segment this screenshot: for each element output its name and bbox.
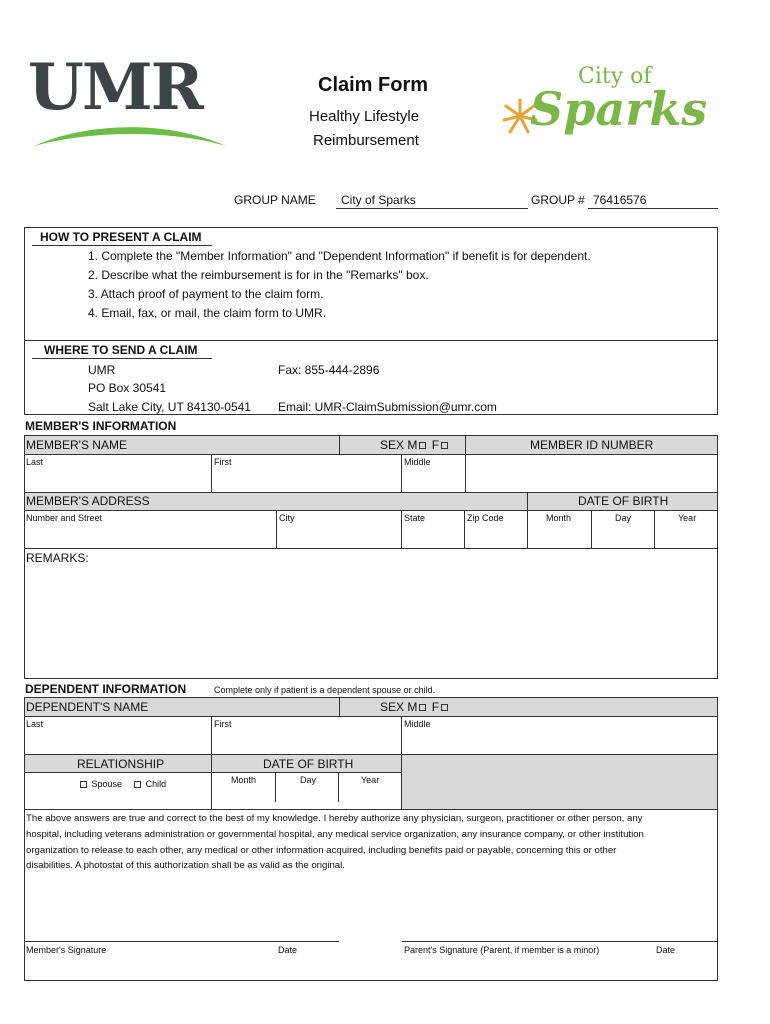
relationship-divider [211,754,212,809]
address-line-1: UMR [88,363,116,377]
page-subtitle-2: Reimbursement [313,132,419,149]
dependent-row3-line [24,809,718,810]
instructions-divider [24,340,718,341]
where-to-heading: WHERE TO SEND A CLAIM [44,343,198,357]
member-year-label: Year [678,513,697,523]
dependent-first-divider [211,716,212,754]
relationship-line [24,772,402,773]
dependent-dob-label: DATE OF BIRTH [263,757,354,771]
member-date-label[interactable]: Date [278,945,298,955]
member-day-divider [591,510,592,548]
member-first-divider [211,454,212,492]
member-sex-f: F [431,438,440,452]
member-id-divider [465,435,466,492]
member-info-heading: MEMBER'S INFORMATION [25,419,177,433]
authorization-line-3: organization to release to each other, any medical or other information acquired, including benefits paid or payable, concerning this or other [26,845,617,856]
member-middle-divider [401,454,402,492]
child-checkbox[interactable] [134,781,141,788]
address-line-3: Salt Lake City, UT 84130-0541 [88,400,251,414]
how-to-underline [32,245,212,246]
member-day-label: Day [615,513,632,523]
dependent-dob-right-divider [401,754,402,809]
dependent-year-divider [338,772,339,802]
dependent-year-label: Year [361,775,380,785]
email-address: Email: UMR-ClaimSubmission@umr.com [278,400,497,414]
authorization-line-2: hospital, including veterans administration or governmental hospital, any medical service organization, any insurance company, or other institution [26,829,644,840]
member-month-divider [527,510,528,548]
group-number-underline [588,208,718,209]
member-row1-line [24,454,718,455]
sparks-logo-top: City of [578,64,652,89]
parent-date-label[interactable]: Date [656,945,676,955]
member-sex-field[interactable] [380,438,450,452]
city-of-sparks-logo [500,62,708,148]
dependent-name-label: DEPENDENT'S NAME [26,700,149,714]
member-signature-line [24,941,339,942]
dependent-sex-m: M [407,700,418,714]
member-middle-label: Middle [404,457,431,467]
sparks-logo-main: Sparks [530,82,708,136]
member-dob-divider [527,492,528,510]
how-to-step-4: 4. Email, fax, or mail, the claim form to UMR. [88,306,327,320]
dependent-day-label: Day [300,775,317,785]
sex-m-checkbox[interactable] [419,442,426,449]
remarks-label: REMARKS: [26,551,89,565]
dependent-info-note: Complete only if patient is a dependent spouse or child. [214,685,436,695]
fax-number: Fax: 855-444-2896 [278,363,380,377]
relationship-label: RELATIONSHIP [77,757,165,771]
dependent-last-label: Last [26,719,44,729]
member-zip-label: Zip Code [467,513,504,523]
member-street-label: Number and Street [26,513,103,523]
dep-sex-f-checkbox[interactable] [441,704,448,711]
group-name-value[interactable]: City of Sparks [341,193,416,207]
how-to-step-3: 3. Attach proof of payment to the claim form. [88,287,324,301]
member-state-label: State [404,513,426,523]
member-first-label: First [214,457,232,467]
member-year-divider [654,510,655,548]
group-number-value[interactable]: 76416576 [593,193,647,207]
page-subtitle-1: Healthy Lifestyle [309,108,420,125]
group-number-label: GROUP # [531,193,585,207]
child-label: Child [145,779,167,789]
remarks-field[interactable] [25,566,717,678]
member-last-label: Last [26,457,44,467]
parent-signature-line [402,941,718,942]
dependent-middle-label: Middle [404,719,431,729]
dependent-row1-line [24,716,718,717]
member-month-label: Month [546,513,572,523]
address-line-2: PO Box 30541 [88,381,167,395]
spouse-label: Spouse [91,779,123,789]
page-title: Claim Form [318,74,429,96]
dependent-info-heading: DEPENDENT INFORMATION [25,682,187,696]
authorization-line-1: The above answers are true and correct to the best of my knowledge. I hereby authorize any physician, surgeon, practitioner or other person, any [26,813,643,824]
group-name-underline [336,208,528,209]
where-to-underline [32,358,212,359]
umr-logo-text: UMR [28,50,202,125]
spouse-checkbox[interactable] [80,781,87,788]
member-sex-m: M [407,438,418,452]
dependent-middle-divider [401,716,402,754]
dependent-gray-block [402,755,717,809]
member-city-divider [276,510,277,548]
relationship-options [78,779,166,789]
umr-swoosh-icon [32,116,228,152]
member-dob-label: DATE OF BIRTH [578,494,669,508]
member-signature-label[interactable]: Member's Signature [26,945,107,955]
member-city-label: City [279,513,295,523]
dependent-sex-field[interactable] [380,700,450,714]
member-row4-line [24,548,718,549]
member-id-label: MEMBER ID NUMBER [530,438,654,452]
dependent-day-divider [275,772,276,802]
member-address-label: MEMBER'S ADDRESS [26,494,150,508]
sex-f-checkbox[interactable] [441,442,448,449]
dependent-sex-label: SEX [380,700,405,714]
authorization-line-4: disabilities. A photostat of this authorization shall be as valid as the original. [26,860,345,871]
how-to-heading: HOW TO PRESENT A CLAIM [40,230,202,244]
member-state-divider [401,510,402,548]
member-sex-label: SEX [380,438,405,452]
dep-sex-m-checkbox[interactable] [419,704,426,711]
dependent-first-label: First [214,719,232,729]
member-zip-divider [464,510,465,548]
member-name-label: MEMBER'S NAME [26,438,127,452]
dependent-month-label: Month [231,775,257,785]
umr-logo [28,52,228,152]
member-sex-divider-left [339,435,340,454]
how-to-step-1: 1. Complete the "Member Information" and "Dependent Information" if benefit is for dependent. [88,249,591,263]
group-name-label: GROUP NAME [234,193,316,207]
dependent-sex-divider [339,697,340,716]
parent-signature-label[interactable]: Parent's Signature (Parent, if member is a minor) [404,945,600,955]
dependent-sex-f: F [431,700,440,714]
member-row3-line [24,510,718,511]
how-to-step-2: 2. Describe what the reimbursement is for in the "Remarks" box. [88,268,429,282]
